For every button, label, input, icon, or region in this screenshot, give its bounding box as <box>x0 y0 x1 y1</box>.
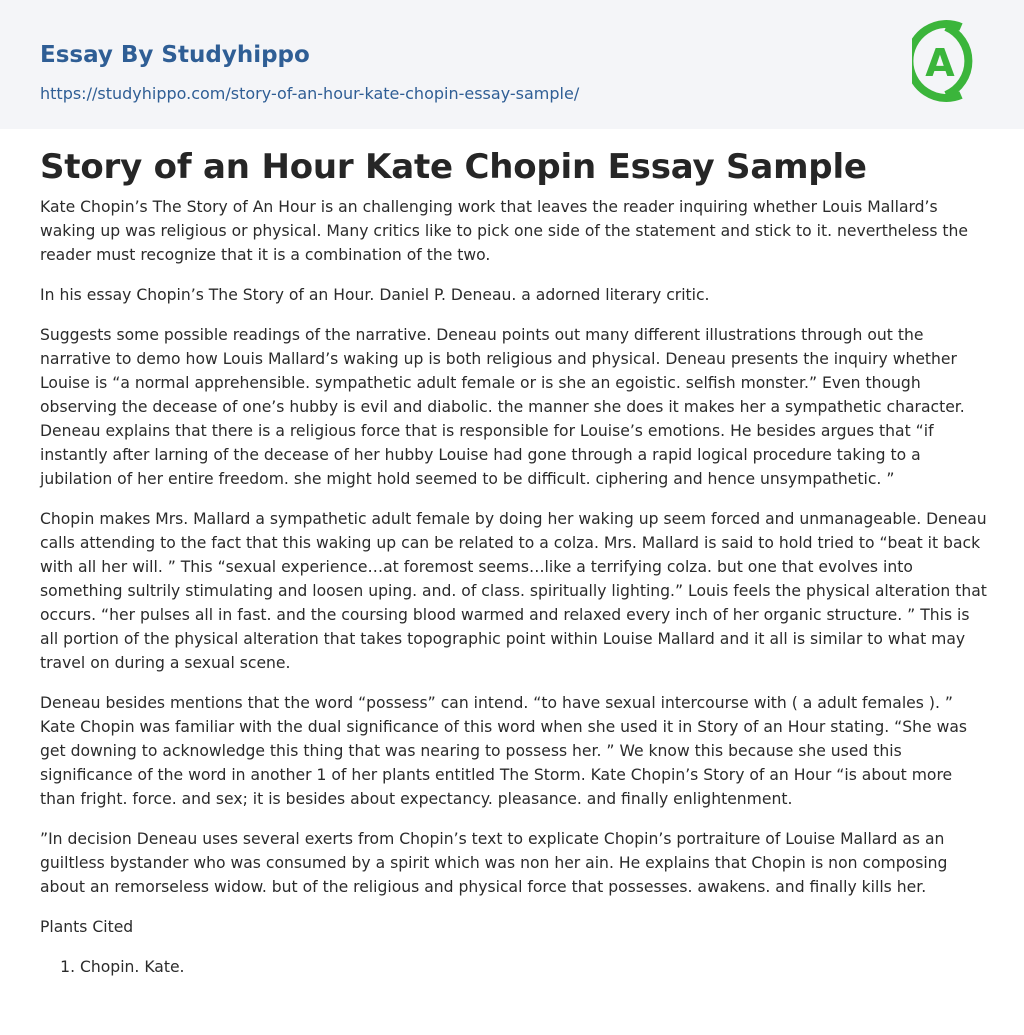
studyhippo-logo-icon[interactable] <box>912 18 986 106</box>
site-header <box>0 0 1024 129</box>
references-list <box>40 955 987 979</box>
paragraph: In his essay Chopin’s The Story of an Hour. Daniel P. Deneau. a adorned literary critic. <box>40 286 710 304</box>
paragraph: Suggests some possible readings of the narrative. Deneau points out many different illustrations through out the narrative to demo how Louis Mallard’s waking up is both religious and physical. Deneau presents the inquiry whether Louise is “a normal apprehensible. sympathetic adult female or is she an egoistic. selfish monster.” Even though observing the decease of one’s hubby is evil and diabolic. the manner she does it makes her a sympathetic character. Deneau explains that there is a religious force that is responsible for Louise’s emotions. He besides argues that “if instantly after larning of the decease of her hubby Louise had gone through a rapid logical procedure taking to a jubilation of her entire freedom. she might hold seemed to be difficult. ciphering and hence unsympathetic. ” <box>40 326 965 488</box>
logo-letter: A <box>925 41 955 85</box>
paragraph: Deneau besides mentions that the word “possess” can intend. “to have sexual intercourse with ( a adult females ). ” Kate Chopin was familiar with the dual significance of this word when she used it in Story of an Hour stating. “She was get downing to acknowledge this thing that was nearing to possess her. ” We know this because she used this significance of the word in another 1 of her plants entitled The Storm. Kate Chopin’s Story of an Hour “is about more than fright. force. and sex; it is besides about expectancy. pleasance. and finally enlightenment. <box>40 694 968 808</box>
reference-item: 1. Chopin. Kate. <box>80 955 987 979</box>
page-title: Story of an Hour Kate Chopin Essay Sample <box>40 147 867 187</box>
works-cited-heading: Plants Cited <box>40 918 134 936</box>
paragraph: ”In decision Deneau uses several exerts from Chopin’s text to explicate Chopin’s portraiture of Louise Mallard as an guiltless bystander who was consumed by a spirit which was non her ain. He explains that Chopin is non composing about an remorseless widow. but of the religious and physical force that possesses. awakens. and finally kills her. <box>40 830 948 896</box>
article-body <box>40 195 987 979</box>
source-url-link[interactable]: https://studyhippo.com/story-of-an-hour-kate-chopin-essay-sample/ <box>40 84 580 103</box>
site-brand[interactable]: Essay By Studyhippo <box>40 42 310 68</box>
paragraph: Kate Chopin’s The Story of An Hour is an challenging work that leaves the reader inquiring whether Louis Mallard’s waking up was religious or physical. Many critics like to pick one side of the statement and stick to it. nevertheless the reader must recognize that it is a combination of the two. <box>40 198 969 264</box>
paragraph: Chopin makes Mrs. Mallard a sympathetic adult female by doing her waking up seem forced and unmanageable. Deneau calls attending to the fact that this waking up can be related to a colza. Mrs. Mallard is said to hold tried to “beat it back with all her will. ” This “sexual experience…at foremost seems…like a terrifying colza. but one that evolves into something sultrily stimulating and loosen uping. and. of class. spiritually lighting.” Louis feels the physical alteration that occurs. “her pulses all in fast. and the coursing blood warmed and relaxed every inch of her organic structure. ” This is all portion of the physical alteration that takes topographic point within Louise Mallard and it all is similar to what may travel on during a sexual scene. <box>40 510 987 672</box>
